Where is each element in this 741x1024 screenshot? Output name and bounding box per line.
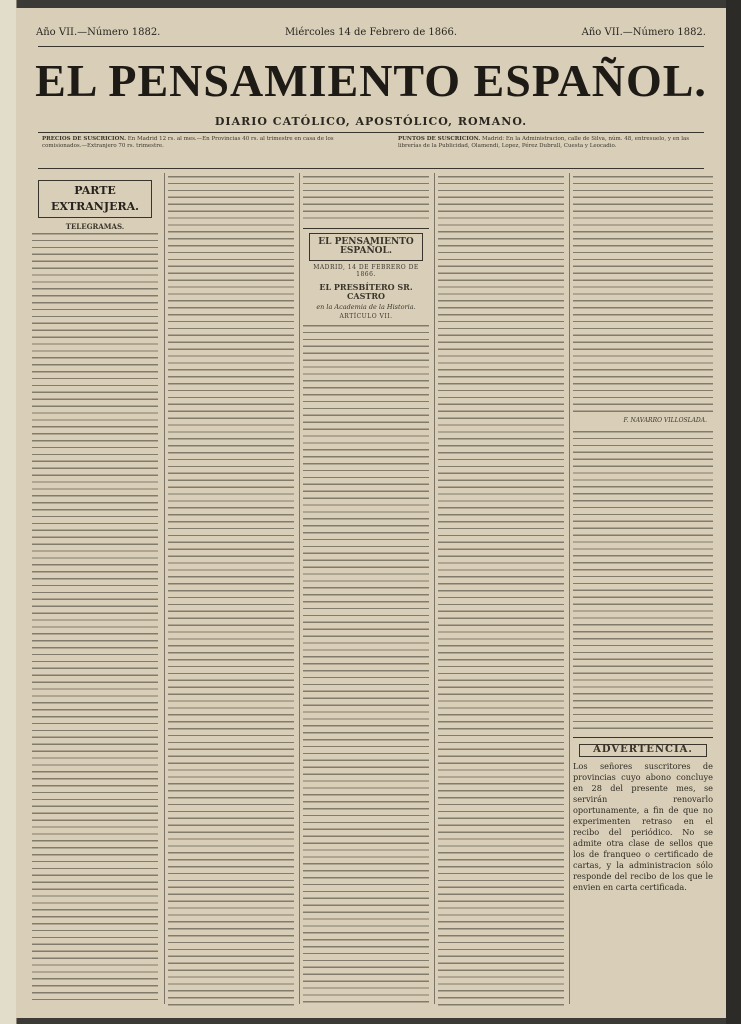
article-text [32,233,158,1006]
editorial-title: EL PENSAMIENTO ESPAÑOL. [318,237,414,256]
advertisement-box [579,744,707,757]
article-signature: F. NAVARRO VILLOSLADA. [623,417,707,424]
column-divider [434,173,435,1004]
subscription-points [398,136,698,150]
article-subheading: en la Academia de la Historia. [316,302,416,311]
columns-top-rule [38,168,704,169]
masthead-subtitle: DIARIO CATÓLICO, APOSTÓLICO, ROMANO. [214,115,528,128]
issue-number-right: Año VII.—Número 1882. [581,26,706,38]
column-1 [32,176,158,1006]
article-text [303,176,429,224]
previous-page-edge [0,0,17,1024]
article-heading: EL PRESBÍTERO SR. CASTRO [319,281,413,301]
telegrams-subheading: TELEGRAMAS. [65,222,125,231]
advertisement-heading: ADVERTENCIA. [593,743,693,755]
article-text [303,325,429,1006]
article-number: ARTÍCULO VII. [339,312,393,320]
scan-border [726,0,741,1024]
column-4 [438,176,564,1006]
points-heading: PUNTOS DE SUSCRICION. [398,136,481,142]
column-divider [299,173,300,1004]
advertisement-text: Los señores suscritores de provincias cuyo abono concluye en 28 del presente mes, se servirán renovarlo oportunamente, a fin de que no experimenten retraso en el recibo del periódico. No se admite otra clase de sellos que los de franqueo o certificado de cartas, y la administracion sólo responde del recibo de los que le envien en carta certificada. [573,760,713,892]
masthead-title: EL PENSAMIENTO ESPAÑOL. [35,55,707,106]
article-text [573,176,713,416]
subscription-prices [42,136,342,150]
section-box [309,233,423,261]
column-5 [573,176,713,1006]
article-text [168,176,294,1006]
newspaper-page [16,8,726,1018]
prices-heading: PRECIOS DE SUSCRICION. [42,136,126,142]
column-3 [303,176,429,1006]
issue-date: Miércoles 14 de Febrero de 1866. [284,26,458,38]
article-text [438,176,564,1006]
masthead-rule [38,132,704,133]
prices-text: En Madrid 12 rs. al mes.—En Provincias 40 rs. al trimestre en casa de los comisionados.—Extranjero 70 rs. trimestre. [42,136,334,149]
column-2 [168,176,294,1006]
top-rule [38,46,704,47]
column-divider [164,173,165,1004]
issue-number-left: Año VII.—Número 1882. [36,26,161,38]
section-box [38,180,152,218]
section-rule [573,737,713,738]
column-divider [569,173,570,1004]
article-text [573,431,713,731]
issue-line [36,22,706,42]
section-heading-foreign: PARTE EXTRANJERA. [51,184,139,213]
editorial-dateline: MADRID, 14 DE FEBRERO DE 1866. [313,264,419,278]
section-rule [303,228,429,229]
points-text: Madrid: En la Administracion, calle de Silva, núm. 48, entresuelo, y en las librerías de la Publicidad, Olamendi, Lopez, Pérez Dubrull, Cuesta y Leocadio. [398,136,690,149]
